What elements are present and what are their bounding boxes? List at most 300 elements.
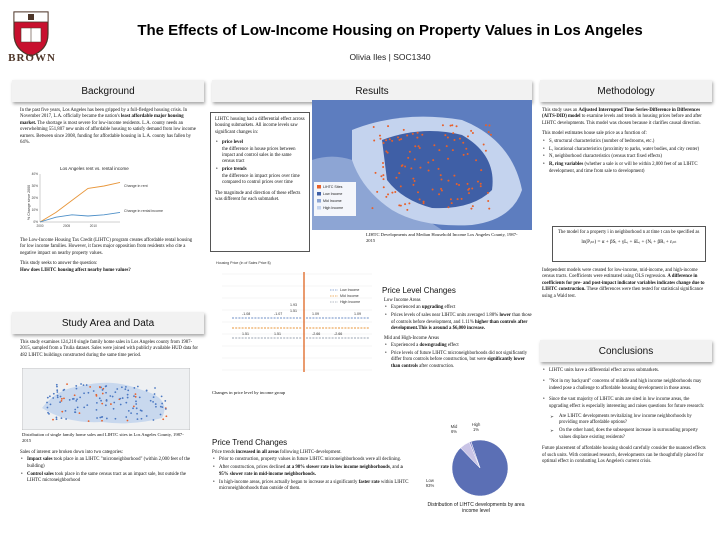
lihtc-site-point	[480, 183, 482, 185]
results-outro: The magnitude and direction of these effects was different for each submarket.	[215, 190, 301, 202]
lihtc-site-point	[480, 185, 482, 187]
neighborhood-variable: • N, neighborhood characteristics (census tract fixed effects)	[542, 154, 710, 160]
lihtc-site-point	[400, 138, 402, 140]
sale-point	[122, 397, 124, 399]
lihtc-site-point	[414, 180, 416, 182]
control-sales-item: • Control sales took place in the same census tract as an impact sale, but outside the LIHTC microneighborhood	[20, 472, 198, 485]
lihtc-site-point	[382, 166, 384, 168]
sale-point	[83, 392, 85, 394]
lihtc-site-point	[447, 180, 449, 182]
lihtc-site-point	[438, 168, 440, 170]
study-area-categories	[20, 450, 198, 486]
rent-chart-x-tick: 2005	[63, 224, 71, 228]
lihtc-site-point	[487, 200, 489, 202]
sale-point	[56, 389, 58, 391]
sale-point	[66, 383, 68, 385]
lihtc-site-point	[459, 138, 461, 140]
sale-point	[56, 384, 58, 386]
sale-point	[135, 396, 137, 398]
sale-point	[61, 398, 63, 400]
sale-point	[63, 389, 65, 391]
sale-point	[135, 393, 137, 395]
price-level-chart	[212, 254, 380, 378]
sale-point	[161, 395, 163, 397]
sale-point	[113, 402, 115, 404]
price-trend-heading: Price Trend Changes	[212, 438, 288, 447]
sale-point	[115, 418, 117, 420]
lihtc-site-point	[446, 145, 448, 147]
lihtc-site-point	[417, 132, 419, 134]
methodology-text	[542, 108, 710, 179]
sale-point	[74, 394, 76, 396]
sale-point	[146, 390, 148, 392]
sale-point	[125, 386, 127, 388]
lihtc-site-point	[412, 178, 414, 180]
sale-point	[48, 413, 50, 415]
rent-chart-y-tick: 0%	[33, 220, 38, 224]
lihtc-site-point	[414, 158, 416, 160]
sale-point	[140, 409, 142, 411]
sale-point	[56, 391, 58, 393]
sale-point	[136, 407, 138, 409]
lihtc-site-point	[461, 198, 463, 200]
sale-point	[49, 395, 51, 397]
pie-label-low: Low 93%	[425, 478, 435, 488]
sale-point	[130, 412, 132, 414]
research-question-2: ➢ On the other hand, does the subsequent increase in surrounding property values displace existing residents?	[550, 428, 710, 441]
sale-point	[88, 392, 90, 394]
sale-point	[47, 397, 49, 399]
section-header-results: Results	[212, 80, 532, 102]
lihtc-site-point	[410, 167, 412, 169]
lihtc-site-point	[457, 198, 459, 200]
price-level-chart-caption: Changes in price level by income group	[212, 390, 286, 395]
sales-distribution-map	[22, 368, 190, 430]
sale-point	[120, 404, 122, 406]
lihtc-site-point	[480, 169, 482, 171]
sale-point	[93, 390, 95, 392]
sale-point	[46, 402, 48, 404]
sale-point	[133, 405, 135, 407]
income-series-line	[40, 212, 120, 222]
sale-point	[105, 386, 107, 388]
lihtc-site-point	[458, 184, 460, 186]
lihtc-site-point	[373, 126, 375, 128]
low-income-effect: • Experienced an upgrading effect	[384, 305, 532, 311]
study-area-categories-intro: Sales of interest are broken down into two categories:	[20, 450, 124, 455]
section-header-study-area: Study Area and Data	[12, 312, 204, 334]
lihtc-site-point	[418, 145, 420, 147]
sale-point	[136, 413, 138, 415]
methodology-paragraph-2: This model estimates house sale price as a function of:	[542, 131, 647, 137]
lihtc-site-point	[400, 185, 402, 187]
sale-point	[154, 387, 156, 389]
lihtc-site-point	[432, 188, 434, 190]
lihtc-site-point	[432, 159, 434, 161]
lihtc-site-point	[442, 124, 444, 126]
lihtc-site-point	[452, 149, 454, 151]
map-legend-label: LIHTC Sites	[323, 185, 343, 189]
sale-point	[52, 419, 54, 421]
lihtc-site-point	[373, 140, 375, 142]
price-level-value-label: -2.66	[334, 332, 343, 336]
sale-point	[102, 393, 104, 395]
sale-point	[57, 397, 59, 399]
lihtc-site-point	[447, 206, 449, 208]
lihtc-site-point	[453, 175, 455, 177]
lihtc-site-point	[453, 139, 455, 141]
lihtc-site-point	[387, 125, 389, 127]
sale-point	[160, 414, 162, 416]
sale-point	[60, 396, 62, 398]
methodology-paragraph-1: This study uses an Adjusted Interrupted Time Series-Difference in Differences (AITS-DID) model to examine levels and trends in housing prices before and after LIHTC developments. This model was chosen because it clarifies causal direction.	[542, 108, 702, 126]
sale-point	[121, 386, 123, 388]
lihtc-site-point	[438, 193, 440, 195]
structural-variable: • S, structural characteristics (number of bedrooms, etc.)	[542, 139, 710, 145]
sale-point	[127, 397, 129, 399]
price-level-item: • price level the difference in house prices between impact and control sales in the same census tract	[215, 140, 305, 166]
lihtc-site-point	[379, 138, 381, 140]
rent-chart-ylabel: % Change since 2000	[27, 184, 31, 220]
sale-point	[76, 398, 78, 400]
sale-point	[165, 408, 167, 410]
lihtc-site-point	[488, 131, 490, 133]
locational-variable: • L, locational characteristics (proximity to parks, water bodies, and city center)	[542, 147, 710, 153]
lihtc-site-point	[395, 177, 397, 179]
sale-point	[101, 416, 103, 418]
mid-high-income-detail: • Price levels of future LIHTC microneighborhoods did not significantly differ from controls before construction, but were significantly lower than controls after construction.	[384, 351, 532, 370]
sale-point	[61, 400, 63, 402]
lihtc-site-point	[490, 134, 492, 136]
price-level-value-label: 1.09	[354, 312, 361, 316]
research-question-1: ➢ Are LIHTC developments revitalizing low income neighborhoods by providing more affordable options?	[550, 414, 710, 427]
sale-point	[153, 396, 155, 398]
sale-point	[155, 403, 157, 405]
sale-point	[57, 395, 59, 397]
sale-point	[127, 420, 129, 422]
conclusions-text	[542, 368, 710, 469]
rent-chart-x-tick: 2010	[89, 224, 97, 228]
lihtc-site-point	[385, 196, 387, 198]
background-paragraph-1: In the past five years, Los Angeles has been gripped by a full-fledged housing crisis. In November 2017, L.A. officially became the nation's least affordable major housing market. The shortage is most severe for low-income residents. L.A. county needs an overwhelming 551,807 new units of affordable housing to satisfy demand from low income earners. Between since 2008, funding for affordable housing in L.A. county has fallen by 64%.	[20, 108, 196, 146]
lihtc-site-point	[488, 208, 490, 210]
sale-point	[105, 392, 107, 394]
price-level-value-label: 1.51	[274, 332, 281, 336]
price-level-value-label: 1.93	[290, 303, 297, 307]
sale-point	[113, 408, 115, 410]
lihtc-site-point	[488, 124, 490, 126]
lihtc-site-point	[385, 139, 387, 141]
lihtc-site-point	[440, 188, 442, 190]
sale-point	[65, 418, 67, 420]
sale-point	[100, 400, 102, 402]
sale-point	[56, 418, 58, 420]
lihtc-site-point	[472, 205, 474, 207]
sale-point	[61, 411, 63, 413]
lihtc-site-point	[452, 132, 454, 134]
lihtc-site-point	[414, 145, 416, 147]
lihtc-site-point	[463, 154, 465, 156]
lihtc-site-point	[416, 137, 418, 139]
sale-point	[106, 400, 108, 402]
sale-point	[99, 417, 101, 419]
lihtc-site-point	[383, 142, 385, 144]
sale-point	[139, 396, 141, 398]
sale-point	[162, 418, 164, 420]
map-legend-label: Low Income	[323, 192, 343, 196]
results-intro: LIHTC housing had a differential effect across housing submarkets. All income levels saw significant changes in:	[215, 117, 305, 135]
lihtc-site-point	[467, 189, 469, 191]
lihtc-site-point	[477, 181, 479, 183]
sale-point	[53, 393, 55, 395]
price-level-value-label: 1.51	[290, 309, 297, 313]
sale-point	[112, 396, 114, 398]
price-trend-item: • price trends the difference in impact prices over time compared to control prices over time	[215, 167, 305, 186]
background-text	[20, 108, 198, 150]
price-level-legend-label: High Income	[340, 300, 361, 305]
sale-point	[154, 393, 156, 395]
lihtc-site-point	[404, 166, 406, 168]
lihtc-site-point	[387, 193, 389, 195]
lihtc-site-point	[406, 135, 408, 137]
sale-point	[96, 417, 98, 419]
price-trend-item-1: • Prior to construction, property values in future LIHTC microneighborhoods were all declining.	[212, 457, 412, 463]
rent-chart-y-tick: 20%	[31, 196, 38, 200]
lihtc-site-point	[450, 125, 452, 127]
lihtc-site-point	[485, 124, 487, 126]
sale-point	[102, 389, 104, 391]
sale-point	[83, 384, 85, 386]
lihtc-site-point	[465, 148, 467, 150]
poster-author: Olivia Iles | SOC1340	[349, 52, 431, 62]
sale-point	[119, 398, 121, 400]
lihtc-site-point	[451, 124, 453, 126]
lihtc-site-point	[423, 202, 425, 204]
sale-point	[135, 400, 137, 402]
lihtc-site-point	[419, 167, 421, 169]
price-level-chart-ylabel: Housing Price (ln of Sales Price $)	[216, 261, 271, 265]
rent-series-line	[40, 182, 120, 222]
price-level-text	[384, 298, 532, 372]
lihtc-distribution-pie	[418, 412, 528, 514]
sale-point	[56, 386, 58, 388]
lihtc-site-point	[412, 133, 414, 135]
sale-point	[99, 397, 101, 399]
lihtc-site-point	[419, 198, 421, 200]
ring-variable: • R, ring variables (whether a sale is or will be within 2,000 feet of an LIHTC development, and time from sale to development)	[542, 162, 710, 175]
mid-high-income-effect: • Experienced a downgrading effect	[384, 343, 532, 349]
sale-point	[86, 384, 88, 386]
sale-point	[99, 386, 101, 388]
rent-chart-y-tick: 10%	[31, 208, 38, 212]
lihtc-site-point	[391, 140, 393, 142]
sale-point	[65, 410, 67, 412]
poster-title: The Effects of Low-Income Housing on Property Values in Los Angeles	[137, 22, 643, 39]
low-income-title: Low Income Areas	[384, 298, 421, 303]
equation-box	[552, 226, 706, 262]
lihtc-site-point	[397, 136, 399, 138]
price-level-heading: Price Level Changes	[382, 286, 456, 295]
price-level-legend-label: Low Income	[340, 288, 360, 293]
lihtc-site-point	[391, 192, 393, 194]
lihtc-site-point	[470, 130, 472, 132]
section-header-background: Background	[12, 80, 204, 102]
sale-point	[153, 419, 155, 421]
conclusions-outro: Future placement of affordable housing should carefully consider the nuanced effects of such units. With continued research, developments can be thoughtfully placed for optimal effect in combatting Los Angeles's current crisis.	[542, 446, 706, 464]
lihtc-site-point	[383, 186, 385, 188]
map-legend-label: High Income	[323, 206, 344, 210]
map-legend-label: Mid Income	[323, 199, 342, 203]
background-paragraph-3: This study seeks to answer the question: How does LIHTC housing affect nearby home values?	[20, 261, 131, 273]
rent-chart-x-tick: 2000	[36, 224, 44, 228]
lihtc-site-point	[406, 209, 408, 211]
price-level-value-label: -1.07	[274, 312, 283, 316]
lihtc-site-point	[383, 178, 385, 180]
price-level-value-label: 1.51	[242, 332, 249, 336]
sale-point	[133, 387, 135, 389]
lihtc-site-point	[472, 132, 474, 134]
pie-caption: Distribution of LIHTC developments by area income level	[427, 502, 525, 514]
sale-point	[152, 401, 154, 403]
price-trend-item-2: • After construction, prices declined at a 98% slower rate in low income neighborhoods, and a 95% slower rate in mid-income neighborhoods.	[212, 465, 412, 478]
sale-point	[135, 403, 137, 405]
sale-point	[150, 400, 152, 402]
sale-point	[75, 400, 77, 402]
lihtc-income-map	[312, 100, 532, 230]
lihtc-site-point	[417, 191, 419, 193]
lihtc-site-point	[483, 143, 485, 145]
lihtc-site-point	[409, 151, 411, 153]
sale-point	[83, 406, 85, 408]
lihtc-site-point	[389, 138, 391, 140]
income-map-caption: LIHTC Developments and Median Household Income Los Angeles County, 1987-2015	[366, 232, 518, 243]
sale-point	[161, 406, 163, 408]
lihtc-site-point	[427, 161, 429, 163]
sale-point	[56, 416, 58, 418]
study-area-text: This study examines 124,210 single family home sales in Los Angeles county from 1987-2015, sampled from a Trulia dataset. Sales were joined with publicly available HUD data for 482 LIHTC buildings constructed during the same time period.	[20, 340, 198, 358]
conclusion-item-1: • LIHTC units have a differential effect across submarkets.	[542, 368, 710, 374]
sale-point	[164, 400, 166, 402]
sale-point	[106, 418, 108, 420]
lihtc-site-point	[428, 170, 430, 172]
sale-point	[165, 415, 167, 417]
sale-point	[101, 403, 103, 405]
sale-point	[161, 403, 163, 405]
sale-point	[146, 415, 148, 417]
sale-point	[50, 403, 52, 405]
mid-high-income-title: Mid and High-Income Areas	[384, 335, 440, 341]
lihtc-site-point	[468, 192, 470, 194]
sale-point	[137, 418, 139, 420]
rent-series-label: Change in rent	[124, 184, 148, 188]
sale-point	[77, 406, 79, 408]
lihtc-site-point	[421, 134, 423, 136]
sale-point	[105, 404, 107, 406]
methodology-paragraph-3: Independent models were created for low-income, mid-income, and high-income census tracts. Coefficients were estimated using OLS regression. A difference in coefficients for pre- and post-impact indicator variables indicates change due to LIHTC construction. These differences were then tested for statistical significance using a Wald test.	[542, 268, 705, 299]
sale-point	[75, 385, 77, 387]
lihtc-site-point	[412, 184, 414, 186]
lihtc-site-point	[451, 202, 453, 204]
sale-point	[141, 418, 143, 420]
model-equation: ln(Pᵢₙₜ) = α + βSᵢ + γLᵢ + δLᵢ + (Nᵢ + βRᵢ + εᵢₙₜ	[581, 239, 677, 246]
sale-point	[96, 409, 98, 411]
sale-point	[155, 406, 157, 408]
sale-point	[86, 404, 88, 406]
lihtc-site-point	[456, 125, 458, 127]
lihtc-site-point	[403, 129, 405, 131]
sale-point	[89, 386, 91, 388]
rent-chart-y-tick: 40%	[31, 172, 38, 176]
sale-point	[63, 397, 65, 399]
lihtc-site-point	[440, 174, 442, 176]
lihtc-site-point	[371, 207, 373, 209]
lihtc-site-point	[382, 162, 384, 164]
sale-point	[74, 409, 76, 411]
rent-vs-income-chart	[20, 160, 170, 230]
lihtc-site-point	[470, 208, 472, 210]
sale-point	[124, 388, 126, 390]
sale-point	[52, 397, 54, 399]
equation-caption: The model for a property i in neighborhood n at time t can be specified as	[558, 230, 700, 235]
conclusion-item-3: • Since the vast majority of LIHTC units are sited in low income areas, the upgrading effect is especially interesting and raises questions for future research:	[542, 397, 710, 410]
lihtc-site-point	[462, 142, 464, 144]
lihtc-site-point	[438, 149, 440, 151]
price-trend-text	[212, 450, 412, 494]
lihtc-site-point	[475, 159, 477, 161]
sale-point	[79, 397, 81, 399]
sale-point	[114, 391, 116, 393]
lihtc-site-point	[376, 191, 378, 193]
pie-label-high: High 1%	[471, 422, 481, 432]
price-level-value-label: -2.66	[312, 332, 321, 336]
lihtc-site-point	[407, 157, 409, 159]
price-level-legend-label: Mid Income	[340, 294, 359, 299]
background-paragraph-2: The Low-Income Housing Tax Credit (LIHTC) program creates affordable rental housing for low income families. However, it faces major opposition from residents who cite a negative impact on nearby property values.	[20, 238, 193, 256]
sale-point	[160, 406, 162, 408]
lihtc-site-point	[467, 135, 469, 137]
lihtc-site-point	[382, 174, 384, 176]
background-text-2	[20, 238, 198, 278]
lihtc-site-point	[485, 150, 487, 152]
rent-chart-title: Los Angeles rent vs. rental income	[60, 166, 129, 171]
conclusion-item-2: • "Not in my backyard" concerns of middle and high income neighborhoods may indeed pose a challenge to affordable housing development in those areas.	[542, 379, 710, 392]
sale-point	[74, 411, 76, 413]
sale-point	[61, 417, 63, 419]
lihtc-site-point	[380, 175, 382, 177]
lihtc-site-point	[456, 183, 458, 185]
brown-wordmark: BROWN	[8, 52, 56, 64]
lihtc-site-point	[467, 183, 469, 185]
sale-point	[110, 403, 112, 405]
map-legend-swatch	[317, 192, 321, 196]
sale-point	[96, 402, 98, 404]
map-legend-swatch	[317, 199, 321, 203]
sale-point	[127, 394, 129, 396]
sale-point	[59, 401, 61, 403]
lihtc-site-point	[385, 150, 387, 152]
lihtc-site-point	[440, 179, 442, 181]
sale-point	[132, 407, 134, 409]
price-trend-item-3: • In high-income areas, prices actually began to increase at a significantly faster rate within LIHTC microneighborhoods than outside of them.	[212, 480, 412, 493]
lihtc-site-point	[408, 202, 410, 204]
map-legend-swatch	[317, 185, 321, 189]
map-legend-swatch	[317, 206, 321, 210]
sale-point	[125, 416, 127, 418]
sale-point	[109, 395, 111, 397]
sale-point	[96, 395, 98, 397]
sale-point	[125, 402, 127, 404]
lihtc-site-point	[404, 203, 406, 205]
